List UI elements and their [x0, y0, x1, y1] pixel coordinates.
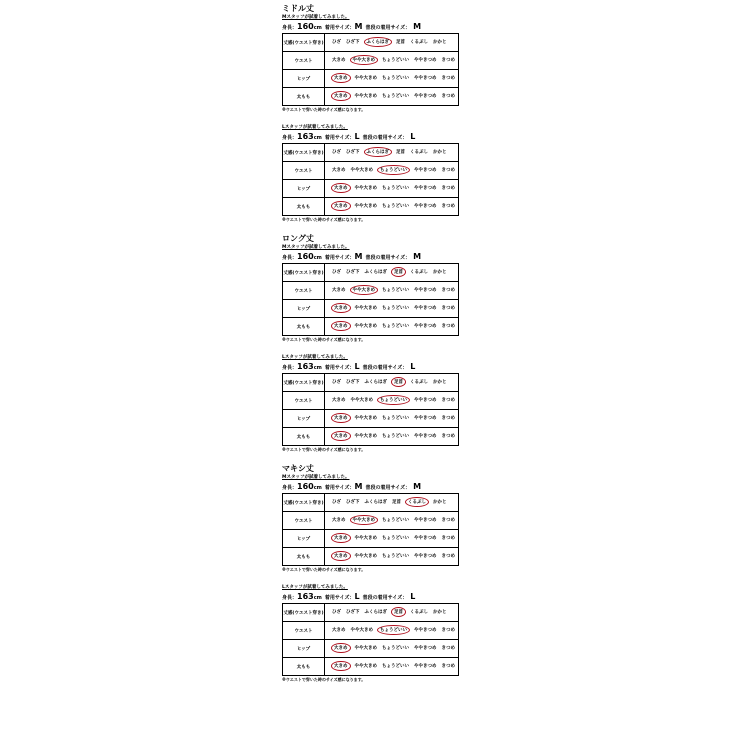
fit-row — [283, 494, 459, 512]
fit-option: やや大きめ — [354, 535, 377, 541]
fit-options — [325, 144, 459, 162]
fit-option: やや大きめ — [354, 185, 377, 191]
height-label: 身長： — [282, 595, 298, 601]
wearing-size-value: M — [354, 22, 363, 31]
fit-row — [283, 88, 459, 106]
fit-options — [325, 604, 459, 622]
fit-options — [325, 264, 459, 282]
fit-option: きつめ — [441, 535, 455, 541]
fit-row — [283, 604, 459, 622]
footnote: ※ウエストで穿いた時のサイズ感になります。 — [282, 677, 366, 682]
fit-row-label: ヒップ — [283, 530, 325, 548]
spacer — [282, 223, 460, 234]
fit-row — [283, 392, 459, 410]
fit-option: やや大きめ — [354, 93, 377, 99]
staff-note: Mスタッフが試着してみました。 — [282, 475, 350, 480]
selected-option-circle: やや大きめ — [350, 285, 379, 295]
staff-note: Lスタッフが試着してみました。 — [282, 585, 348, 590]
usual-size-value: M — [413, 252, 422, 261]
fit-option: きつめ — [441, 553, 455, 559]
selected-option-circle: 大きめ — [331, 551, 351, 561]
fit-row-label: 太もも — [283, 198, 325, 216]
fit-options — [325, 548, 459, 566]
fit-option: やや大きめ — [354, 75, 377, 81]
fit-option: ひざ下 — [346, 269, 360, 275]
footnote: ※ウエストで穿いた時のサイズ感になります。 — [282, 567, 366, 572]
fit-option: くるぶし — [410, 379, 428, 385]
usual-size-value: L — [410, 132, 416, 141]
fit-row-label: 太もも — [283, 658, 325, 676]
wearing-size-label: 着用サイズ： — [324, 595, 355, 601]
height-unit: cm — [313, 25, 322, 31]
selected-option-circle: やや大きめ — [350, 55, 379, 65]
fit-option: ひざ — [332, 609, 341, 615]
fit-option: ちょうどいい — [382, 57, 409, 63]
height-unit: cm — [313, 595, 322, 601]
selected-option-circle: やや大きめ — [350, 515, 379, 525]
fit-row-label: 太もも — [283, 318, 325, 336]
fit-options — [325, 512, 459, 530]
staff-review-block — [282, 244, 460, 343]
fit-row — [283, 548, 459, 566]
fit-option: きつめ — [441, 645, 455, 651]
fit-option: やや大きめ — [354, 323, 377, 329]
wearing-size-value: L — [354, 592, 360, 601]
fit-option: ちょうどいい — [382, 287, 409, 293]
fit-option: 大きめ — [332, 287, 346, 293]
fit-table — [282, 33, 459, 106]
fit-table — [282, 263, 459, 336]
fit-row — [283, 34, 459, 52]
section-title: ミドル丈 — [282, 4, 314, 13]
footnote: ※ウエストで穿いた時のサイズ感になります。 — [282, 107, 366, 112]
wearing-size-value: M — [354, 252, 363, 261]
fit-row-label: 丈感(ウエスト穿き) — [283, 34, 325, 52]
fit-row — [283, 144, 459, 162]
fit-option: ややきつめ — [414, 433, 437, 439]
fit-row-label: ウエスト — [283, 52, 325, 70]
fit-option: ちょうどいい — [382, 323, 409, 329]
fit-option: きつめ — [441, 203, 455, 209]
wearing-size-label: 着用サイズ： — [324, 485, 355, 491]
fit-row — [283, 410, 459, 428]
staff-note: Lスタッフが試着してみました。 — [282, 355, 348, 360]
fit-row — [283, 622, 459, 640]
height-value: 163 — [297, 592, 314, 601]
fit-row — [283, 318, 459, 336]
usual-size-label: 普段の着用サイズ： — [362, 595, 408, 601]
fit-row-label: 太もも — [283, 88, 325, 106]
fit-option: くるぶし — [410, 39, 428, 45]
selected-option-circle: 大きめ — [331, 201, 351, 211]
height-unit: cm — [313, 365, 322, 371]
selected-option-circle: ちょうどいい — [377, 395, 410, 405]
fit-row-label: ヒップ — [283, 180, 325, 198]
fit-option: ひざ — [332, 39, 341, 45]
fit-option: ふくらはぎ — [364, 609, 387, 615]
fit-row — [283, 658, 459, 676]
fit-option: やや大きめ — [350, 167, 373, 173]
fit-table — [282, 143, 459, 216]
fit-options — [325, 374, 459, 392]
fit-option: ややきつめ — [414, 287, 437, 293]
fit-option: やや大きめ — [350, 397, 373, 403]
fit-option: きつめ — [441, 517, 455, 523]
fit-option: ややきつめ — [414, 93, 437, 99]
fit-row — [283, 282, 459, 300]
fit-options — [325, 300, 459, 318]
selected-option-circle: ちょうどいい — [377, 625, 410, 635]
size-info-line — [282, 591, 460, 603]
fit-option: ややきつめ — [414, 553, 437, 559]
fit-option: ややきつめ — [414, 203, 437, 209]
fit-row — [283, 428, 459, 446]
fit-row-label: 丈感(ウエスト穿き) — [283, 374, 325, 392]
size-info-line — [282, 361, 460, 373]
wearing-size-label: 着用サイズ： — [324, 255, 355, 261]
fit-option: きつめ — [441, 627, 455, 633]
fit-option: きつめ — [441, 397, 455, 403]
fit-row-label: 太もも — [283, 548, 325, 566]
fit-option: かかと — [433, 499, 447, 505]
spacer — [282, 113, 460, 124]
fit-option: ややきつめ — [414, 663, 437, 669]
fit-option: きつめ — [441, 167, 455, 173]
usual-size-label: 普段の着用サイズ： — [362, 135, 408, 141]
height-unit: cm — [313, 485, 322, 491]
usual-size-value: L — [410, 592, 416, 601]
fit-option: きつめ — [441, 57, 455, 63]
length-section — [282, 464, 460, 683]
size-info-line — [282, 21, 460, 33]
fit-option: やや大きめ — [354, 645, 377, 651]
fit-option: ややきつめ — [414, 57, 437, 63]
selected-option-circle: 大きめ — [331, 303, 351, 313]
fit-row-label: ウエスト — [283, 512, 325, 530]
fit-option: ややきつめ — [414, 517, 437, 523]
height-unit: cm — [313, 135, 322, 141]
fit-option: やや大きめ — [350, 627, 373, 633]
fit-option: 足首 — [396, 39, 405, 45]
fit-option: ひざ — [332, 149, 341, 155]
fit-option: ややきつめ — [414, 627, 437, 633]
fit-option: ひざ下 — [346, 379, 360, 385]
selected-option-circle: 大きめ — [331, 661, 351, 671]
fit-row — [283, 52, 459, 70]
length-section — [282, 234, 460, 464]
fit-option: かかと — [433, 149, 447, 155]
fit-table — [282, 603, 459, 676]
fit-option: きつめ — [441, 415, 455, 421]
wearing-size-label: 着用サイズ： — [324, 365, 355, 371]
height-value: 160 — [297, 482, 314, 491]
fit-row — [283, 162, 459, 180]
fit-option: きつめ — [441, 185, 455, 191]
fit-option: くるぶし — [410, 149, 428, 155]
fit-option: 大きめ — [332, 517, 346, 523]
fit-row — [283, 264, 459, 282]
wearing-size-label: 着用サイズ： — [324, 135, 355, 141]
fit-option: かかと — [433, 39, 447, 45]
size-info-line — [282, 131, 460, 143]
fit-option: ややきつめ — [414, 397, 437, 403]
fit-option: やや大きめ — [354, 415, 377, 421]
fit-option: 大きめ — [332, 57, 346, 63]
fit-option: ややきつめ — [414, 185, 437, 191]
wearing-size-value: L — [354, 362, 360, 371]
fit-option: ちょうどいい — [382, 93, 409, 99]
fit-options — [325, 34, 459, 52]
height-label: 身長： — [282, 485, 298, 491]
usual-size-value: M — [413, 482, 422, 491]
fit-option: ちょうどいい — [382, 185, 409, 191]
fit-option: ひざ — [332, 499, 341, 505]
staff-review-block — [282, 113, 460, 223]
height-value: 160 — [297, 22, 314, 31]
fit-option: ややきつめ — [414, 535, 437, 541]
fit-table — [282, 373, 459, 446]
fit-row — [283, 374, 459, 392]
wearing-size-value: L — [354, 132, 360, 141]
fit-options — [325, 52, 459, 70]
selected-option-circle: ふくらはぎ — [364, 147, 393, 157]
usual-size-value: M — [413, 22, 422, 31]
fit-options — [325, 282, 459, 300]
fit-option: くるぶし — [410, 269, 428, 275]
section-title: マキシ丈 — [282, 464, 314, 473]
usual-size-label: 普段の着用サイズ： — [365, 255, 411, 261]
selected-option-circle: 足首 — [391, 607, 406, 617]
usual-size-label: 普段の着用サイズ： — [362, 365, 408, 371]
fit-option: きつめ — [441, 433, 455, 439]
fit-option: ややきつめ — [414, 75, 437, 81]
selected-option-circle: 大きめ — [331, 413, 351, 423]
usual-size-value: L — [410, 362, 416, 371]
size-info-line — [282, 481, 460, 493]
fit-option: やや大きめ — [354, 553, 377, 559]
fit-option: やや大きめ — [354, 203, 377, 209]
fit-option: ちょうどいい — [382, 663, 409, 669]
height-value: 163 — [297, 362, 314, 371]
height-label: 身長： — [282, 25, 298, 31]
fit-table — [282, 493, 459, 566]
selected-option-circle: 大きめ — [331, 321, 351, 331]
fit-options — [325, 180, 459, 198]
height-label: 身長： — [282, 255, 298, 261]
size-info-line — [282, 251, 460, 263]
staff-review-block — [282, 343, 460, 453]
fit-option: ちょうどいい — [382, 415, 409, 421]
fit-option: ややきつめ — [414, 415, 437, 421]
section-title: ロング丈 — [282, 234, 314, 243]
fit-row-label: ウエスト — [283, 162, 325, 180]
fit-option: ややきつめ — [414, 645, 437, 651]
fit-row-label: ウエスト — [283, 392, 325, 410]
fit-row-label: ヒップ — [283, 640, 325, 658]
staff-review-block — [282, 573, 460, 683]
fit-option: ひざ — [332, 379, 341, 385]
fit-options — [325, 640, 459, 658]
selected-option-circle: くるぶし — [405, 497, 429, 507]
selected-option-circle: 足首 — [391, 377, 406, 387]
fit-row — [283, 180, 459, 198]
fit-options — [325, 392, 459, 410]
height-unit: cm — [313, 255, 322, 261]
fit-row — [283, 198, 459, 216]
length-section — [282, 4, 460, 234]
fit-option: きつめ — [441, 323, 455, 329]
fit-options — [325, 622, 459, 640]
fit-options — [325, 410, 459, 428]
fit-row-label: ウエスト — [283, 622, 325, 640]
selected-option-circle: 大きめ — [331, 643, 351, 653]
fit-option: やや大きめ — [354, 663, 377, 669]
footnote: ※ウエストで穿いた時のサイズ感になります。 — [282, 337, 366, 342]
footnote: ※ウエストで穿いた時のサイズ感になります。 — [282, 447, 366, 452]
fit-option: きつめ — [441, 663, 455, 669]
fit-options — [325, 70, 459, 88]
fit-option: ややきつめ — [414, 323, 437, 329]
size-review-sheet — [282, 4, 460, 683]
spacer — [282, 343, 460, 354]
fit-row — [283, 512, 459, 530]
fit-option: ちょうどいい — [382, 645, 409, 651]
staff-note: Mスタッフが試着してみました。 — [282, 245, 350, 250]
fit-option: ちょうどいい — [382, 517, 409, 523]
fit-options — [325, 88, 459, 106]
fit-option: ちょうどいい — [382, 305, 409, 311]
fit-option: ちょうどいい — [382, 433, 409, 439]
fit-option: ひざ下 — [346, 499, 360, 505]
fit-option: ひざ下 — [346, 39, 360, 45]
selected-option-circle: ちょうどいい — [377, 165, 410, 175]
wearing-size-value: M — [354, 482, 363, 491]
fit-row-label: 丈感(ウエスト穿き) — [283, 494, 325, 512]
selected-option-circle: 足首 — [391, 267, 406, 277]
fit-row-label: 丈感(ウエスト穿き) — [283, 264, 325, 282]
height-value: 163 — [297, 132, 314, 141]
fit-option: ふくらはぎ — [364, 499, 387, 505]
fit-row-label: ヒップ — [283, 410, 325, 428]
fit-option: きつめ — [441, 287, 455, 293]
fit-option: ひざ — [332, 269, 341, 275]
fit-row — [283, 70, 459, 88]
staff-review-block — [282, 474, 460, 573]
spacer — [282, 453, 460, 464]
fit-row-label: 太もも — [283, 428, 325, 446]
fit-option: ふくらはぎ — [364, 379, 387, 385]
staff-note: Lスタッフが試着してみました。 — [282, 125, 348, 130]
fit-option: やや大きめ — [354, 305, 377, 311]
selected-option-circle: 大きめ — [331, 183, 351, 193]
fit-option: きつめ — [441, 93, 455, 99]
fit-options — [325, 428, 459, 446]
staff-note: Mスタッフが試着してみました。 — [282, 15, 350, 20]
fit-option: きつめ — [441, 75, 455, 81]
staff-review-block — [282, 14, 460, 113]
fit-option: 大きめ — [332, 627, 346, 633]
selected-option-circle: 大きめ — [331, 73, 351, 83]
fit-row — [283, 640, 459, 658]
fit-option: 足首 — [392, 499, 401, 505]
fit-option: くるぶし — [410, 609, 428, 615]
fit-option: ちょうどいい — [382, 203, 409, 209]
spacer — [282, 573, 460, 584]
selected-option-circle: 大きめ — [331, 91, 351, 101]
fit-row-label: ウエスト — [283, 282, 325, 300]
fit-options — [325, 198, 459, 216]
fit-row-label: ヒップ — [283, 70, 325, 88]
usual-size-label: 普段の着用サイズ： — [365, 485, 411, 491]
fit-row-label: 丈感(ウエスト穿き) — [283, 604, 325, 622]
fit-option: ふくらはぎ — [364, 269, 387, 275]
fit-row — [283, 300, 459, 318]
fit-option: ひざ下 — [346, 149, 360, 155]
fit-options — [325, 318, 459, 336]
fit-options — [325, 658, 459, 676]
fit-option: ちょうどいい — [382, 553, 409, 559]
fit-option: ちょうどいい — [382, 535, 409, 541]
fit-row — [283, 530, 459, 548]
height-label: 身長： — [282, 365, 298, 371]
fit-option: 大きめ — [332, 167, 346, 173]
height-label: 身長： — [282, 135, 298, 141]
fit-option: かかと — [433, 269, 447, 275]
fit-option: ややきつめ — [414, 305, 437, 311]
fit-options — [325, 162, 459, 180]
usual-size-label: 普段の着用サイズ： — [365, 25, 411, 31]
fit-option: ちょうどいい — [382, 75, 409, 81]
fit-option: かかと — [433, 379, 447, 385]
fit-row-label: ヒップ — [283, 300, 325, 318]
fit-options — [325, 530, 459, 548]
fit-option: かかと — [433, 609, 447, 615]
selected-option-circle: 大きめ — [331, 533, 351, 543]
selected-option-circle: ふくらはぎ — [364, 37, 393, 47]
footnote: ※ウエストで穿いた時のサイズ感になります。 — [282, 217, 366, 222]
selected-option-circle: 大きめ — [331, 431, 351, 441]
fit-option: ひざ下 — [346, 609, 360, 615]
fit-option: ややきつめ — [414, 167, 437, 173]
fit-row-label: 丈感(ウエスト穿き) — [283, 144, 325, 162]
fit-option: やや大きめ — [354, 433, 377, 439]
fit-option: きつめ — [441, 305, 455, 311]
wearing-size-label: 着用サイズ： — [324, 25, 355, 31]
fit-option: 足首 — [396, 149, 405, 155]
fit-option: 大きめ — [332, 397, 346, 403]
height-value: 160 — [297, 252, 314, 261]
fit-options — [325, 494, 459, 512]
